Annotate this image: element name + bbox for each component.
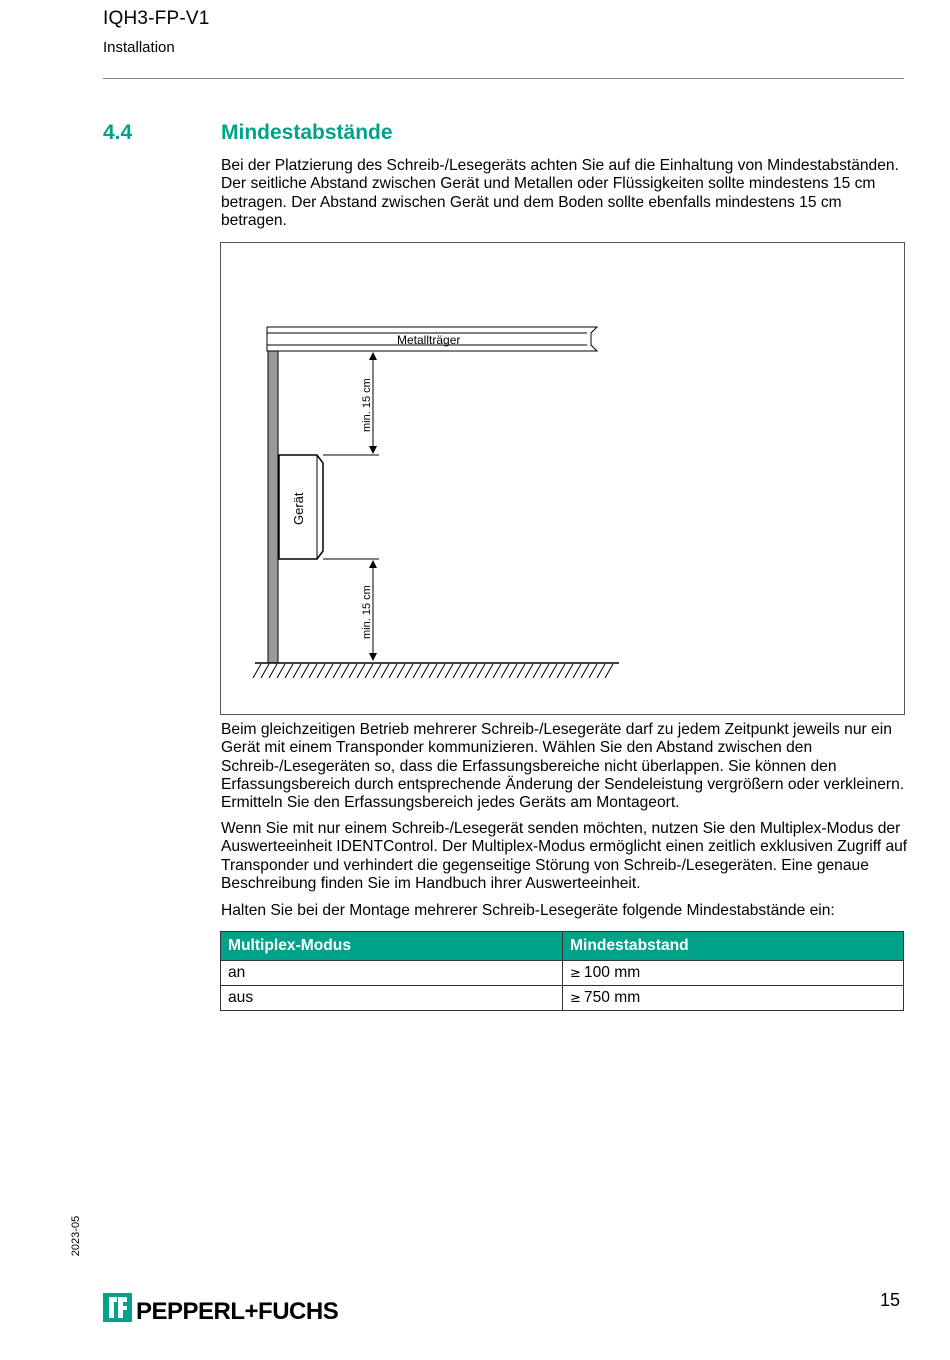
pf-symbol-icon (103, 1293, 132, 1322)
intro-paragraph: Bei der Platzierung des Schreib-/Lesegeräts achten Sie auf die Einhaltung von Mindestabständen. Der seitliche Abstand zwischen Gerät und Metallen oder Flüssigkeiten sollte mindestens 15 cm betragen. Der Abstand zwischen Gerät und dem Boden sollte ebenfalls mindestens 15 cm betragen. (221, 157, 899, 229)
hatch-line (397, 664, 405, 678)
hatch-line (501, 664, 509, 678)
brand-name: PEPPERL+FUCHS (136, 1298, 339, 1325)
multiplex-paragraph: Wenn Sie mit nur einem Schreib-/Lesegerät senden möchten, nutzen Sie den Multiplex-Modus der Auswerteeinheit IDENTControl. Der Multiplex-Modus ermöglicht einen zeitlich exklusiven Zugriff auf Transponder und verhindert die gegenseitige Störung von Schreib-/Lesegeräten. Eine genaue Beschreibung finden Sie im Handbuch ihrer Auswerteeinheit. (221, 820, 908, 892)
page-number: 15 (880, 1290, 901, 1310)
device-label: Gerät (291, 492, 306, 525)
section-number: 4.4 (103, 121, 133, 144)
hatch-line (389, 664, 397, 678)
hatch-line (461, 664, 469, 678)
hatch-line (541, 664, 549, 678)
cell-mode: aus (221, 986, 563, 1011)
hatch-line (597, 664, 605, 678)
distance-diagram (220, 242, 905, 715)
table-header-row (221, 932, 904, 961)
hatch-line (565, 664, 573, 678)
bottom-distance-label: min. 15 cm (361, 585, 373, 639)
hatch-line (357, 664, 365, 678)
hatch-line (453, 664, 461, 678)
hatch-line (605, 664, 613, 678)
distance-value: 750 mm (583, 989, 641, 1006)
hatch-line (589, 664, 597, 678)
cell-distance (563, 986, 904, 1011)
header-divider (103, 78, 904, 79)
hatch-line (509, 664, 517, 678)
cell-mode: an (221, 961, 563, 986)
hatch-line (285, 664, 293, 678)
hatch-line (485, 664, 493, 678)
logo-mark-icon (103, 1293, 132, 1322)
top-distance-label: min. 15 cm (361, 378, 373, 432)
hatch-line (445, 664, 453, 678)
floor-hatching (253, 664, 613, 678)
hatch-line (581, 664, 589, 678)
hatch-line (477, 664, 485, 678)
hatch-line (349, 664, 357, 678)
gte-symbol: ≥ (570, 991, 581, 1006)
hatch-line (333, 664, 341, 678)
hatch-line (269, 664, 277, 678)
hatch-line (325, 664, 333, 678)
table-intro-paragraph: Halten Sie bei der Montage mehrerer Schreib-Lesegeräte folgende Mindestabstände ein: (221, 902, 835, 919)
section-title: Mindestabstände (221, 121, 393, 144)
hatch-line (525, 664, 533, 678)
hatch-line (429, 664, 437, 678)
hatch-line (317, 664, 325, 678)
beam-label: Metallträger (397, 333, 461, 347)
hatch-line (549, 664, 557, 678)
col-header-distance: Mindestabstand (563, 932, 904, 961)
revision-date: 2023-05 (70, 1215, 83, 1257)
hatch-line (381, 664, 389, 678)
hatch-line (253, 664, 261, 678)
multi-device-paragraph: Beim gleichzeitigen Betrieb mehrerer Schreib-/Lesegeräte darf zu jedem Zeitpunkt jeweils nur ein Gerät mit einem Transponder kommunizieren. Wählen Sie den Abstand zwischen den Schreib-/Lesegeräten so, dass die Erfassungsbereiche nicht überlappen. Sie können den Erfassungsbereich durch entsprechende Änderung der Sendeleistung vergrößern oder verkleinern. Ermitteln Sie den Erfassungsbereich jedes Geräts am Montageort. (221, 721, 905, 812)
distance-table (220, 931, 904, 1011)
hatch-line (301, 664, 309, 678)
table-row (221, 986, 904, 1011)
document-title: IQH3-FP-V1 (103, 8, 210, 29)
hatch-line (421, 664, 429, 678)
gte-symbol: ≥ (570, 966, 581, 981)
hatch-line (373, 664, 381, 678)
hatch-line (557, 664, 565, 678)
hatch-line (341, 664, 349, 678)
diagram-drawing (221, 243, 904, 714)
col-header-mode: Multiplex-Modus (221, 932, 563, 961)
cell-distance (563, 961, 904, 986)
hatch-line (413, 664, 421, 678)
hatch-line (573, 664, 581, 678)
hatch-line (493, 664, 501, 678)
chapter-name: Installation (103, 39, 175, 56)
table-row (221, 961, 904, 986)
hatch-line (437, 664, 445, 678)
hatch-line (261, 664, 269, 678)
wall (268, 351, 278, 663)
hatch-line (405, 664, 413, 678)
hatch-line (469, 664, 477, 678)
hatch-line (365, 664, 373, 678)
hatch-line (277, 664, 285, 678)
distance-value: 100 mm (583, 964, 641, 981)
hatch-line (533, 664, 541, 678)
hatch-line (293, 664, 301, 678)
hatch-line (517, 664, 525, 678)
hatch-line (309, 664, 317, 678)
